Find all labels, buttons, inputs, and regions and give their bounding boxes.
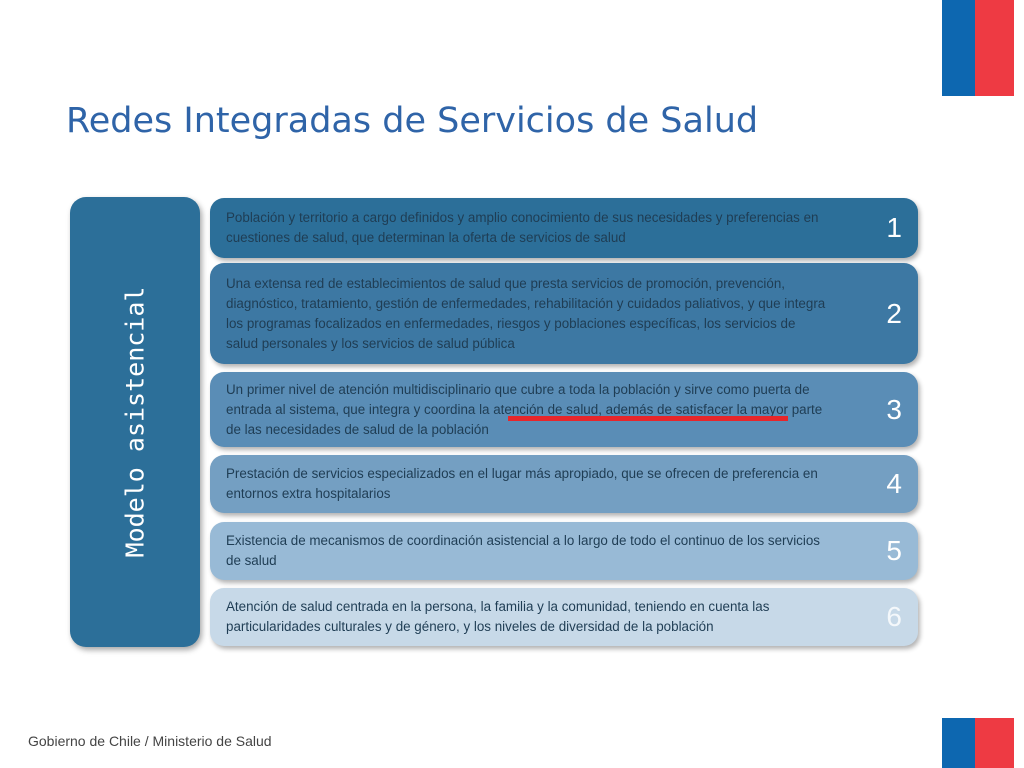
flag-red-stripe <box>975 718 1014 768</box>
model-row-2 <box>210 263 918 364</box>
model-diagram <box>62 190 930 658</box>
slide-title: Redes Integradas de Servicios de Salud <box>66 101 759 141</box>
row-number: 3 <box>886 393 902 425</box>
model-row-6 <box>210 588 918 646</box>
model-row-1 <box>210 198 918 258</box>
model-row-3 <box>210 372 918 447</box>
row-text: Una extensa red de establecimientos de salud que presta servicios de promoción, prevención, diagnóstico, tratamiento, gestión de enfermedades, rehabilitación y cuidados paliativos, y que integra los programas focalizados en enfermedades, riesgos y poblaciones específicas, los servicios de salud personales y los servicios de salud pública <box>226 275 826 351</box>
highlight-underline <box>508 416 788 421</box>
row-text: Existencia de mecanismos de coordinación asistencial a lo largo de todo el continuo de los servicios de salud <box>226 533 820 568</box>
model-row-5 <box>210 522 918 580</box>
chile-flag-logo-bottom <box>942 718 1014 768</box>
chile-flag-logo-top <box>942 0 1014 96</box>
row-number: 1 <box>886 212 902 243</box>
flag-red-stripe <box>975 0 1014 96</box>
row-number: 4 <box>886 468 902 499</box>
flag-blue-stripe <box>942 718 975 768</box>
flag-blue-stripe <box>942 0 975 96</box>
row-text: Atención de salud centrada en la persona, la familia y la comunidad, teniendo en cuenta las particularidades culturales y de género, y los niveles de diversidad de la población <box>226 599 770 634</box>
row-text: Un primer nivel de atención multidisciplinario que cubre a toda la población y sirve como puerta de entrada al sistema, que integra y coordina la atención de salud, además de satisfacer la mayor parte de las necesidades de salud de la población <box>226 381 823 437</box>
row-text: Prestación de servicios especializados en el lugar más apropiado, que se ofrecen de preferencia en entornos extra hospitalarios <box>226 466 818 501</box>
row-number: 5 <box>886 535 902 566</box>
model-row-4 <box>210 455 918 513</box>
footer-text: Gobierno de Chile / Ministerio de Salud <box>28 733 272 749</box>
row-number: 2 <box>886 297 902 329</box>
model-vertical-bar <box>70 197 200 647</box>
row-text: Población y territorio a cargo definidos y amplio conocimiento de sus necesidades y preferencias en cuestiones de salud, que determinan la oferta de servicios de salud <box>226 210 819 245</box>
model-vertical-label: Modelo asistencial <box>120 286 150 558</box>
row-number: 6 <box>886 601 902 632</box>
